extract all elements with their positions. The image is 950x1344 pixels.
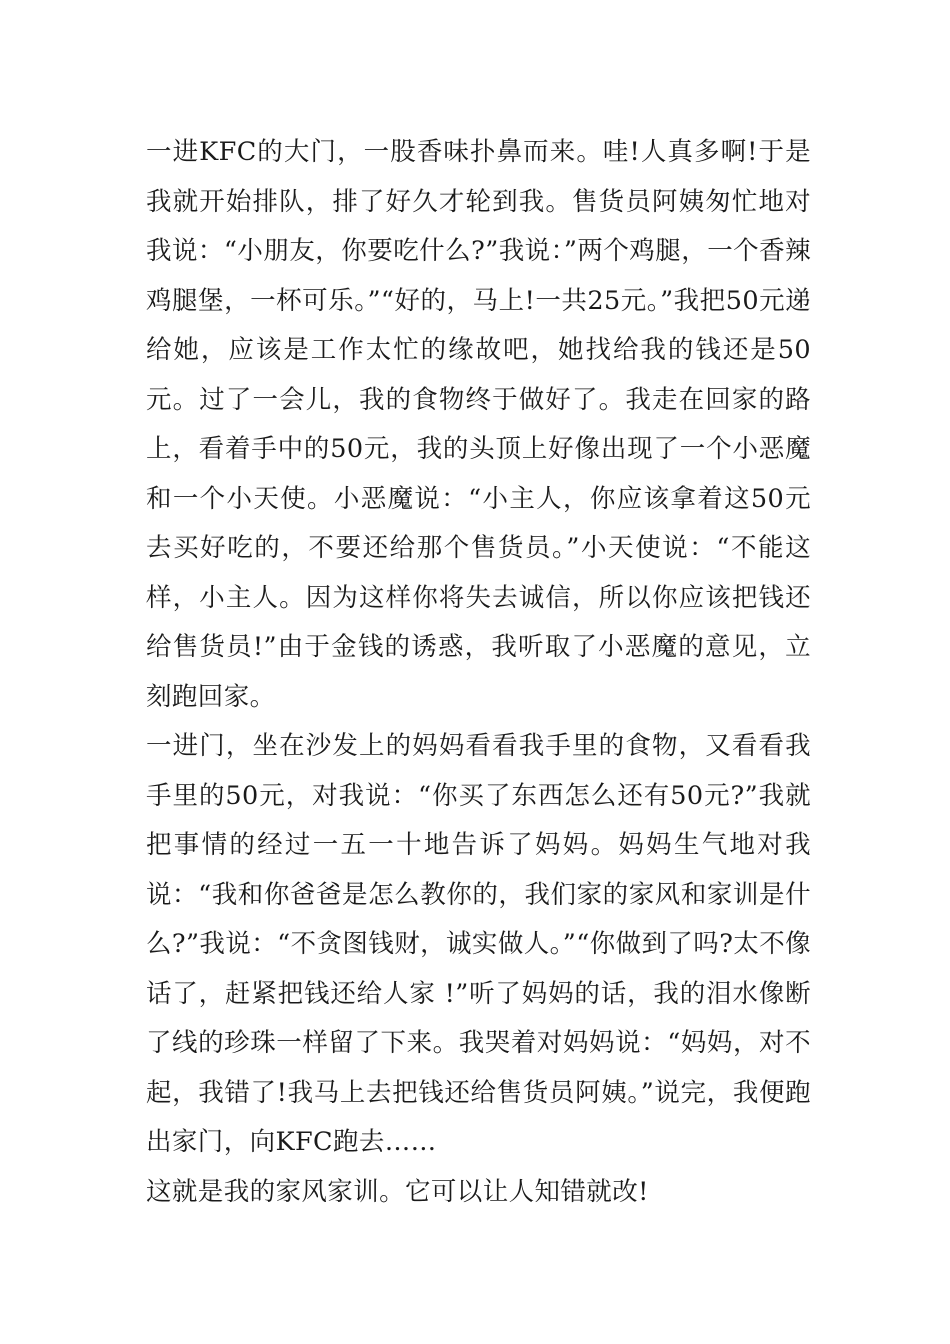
paragraph-mother-talk: 一进门，坐在沙发上的妈妈看看我手里的食物，又看看我手里的50元，对我说：“你买了东西怎么还有50元?”我就把事情的经过一五一十地告诉了妈妈。妈妈生气地对我说：“我和你爸爸是怎么教你的，我们家的家风和家训是什么?”我说：“不贪图钱财，诚实做人。”“你做到了吗?太不像话了，赶紧把钱还给人家 !”听了妈妈的话，我的泪水像断了线的珍珠一样留了下来。我哭着对妈妈说：“妈妈，对不起，我错了!我马上去把钱还给售货员阿姨。”说完，我便跑出家门，向KFC跑去……: [146, 731, 811, 1157]
paragraph-kfc-visit: 一进KFC的大门，一股香味扑鼻而来。哇!人真多啊!于是我就开始排队，排了好久才轮到我。售货员阿姨匆忙地对我说：“小朋友，你要吃什么?”我说：”两个鸡腿，一个香辣鸡腿堡，一杯可乐。”“好的，马上!一共25元。”我把50元递给她，应该是工作太忙的缘故吧，她找给我的钱还是50元。过了一会儿，我的食物终于做好了。我走在回家的路上，看着手中的50元，我的头顶上好像出现了一个小恶魔和一个小天使。小恶魔说：“小主人，你应该拿着这50元去买好吃的，不要还给那个售货员。”小天使说：“不能这样，小主人。因为这样你将失去诚信，所以你应该把钱还给售货员!”由于金钱的诱惑，我听取了小恶魔的意见，立刻跑回家。: [146, 137, 811, 712]
document-body: [146, 128, 811, 1217]
paragraph-conclusion: 这就是我的家风家训。它可以让人知错就改!: [146, 1176, 649, 1207]
